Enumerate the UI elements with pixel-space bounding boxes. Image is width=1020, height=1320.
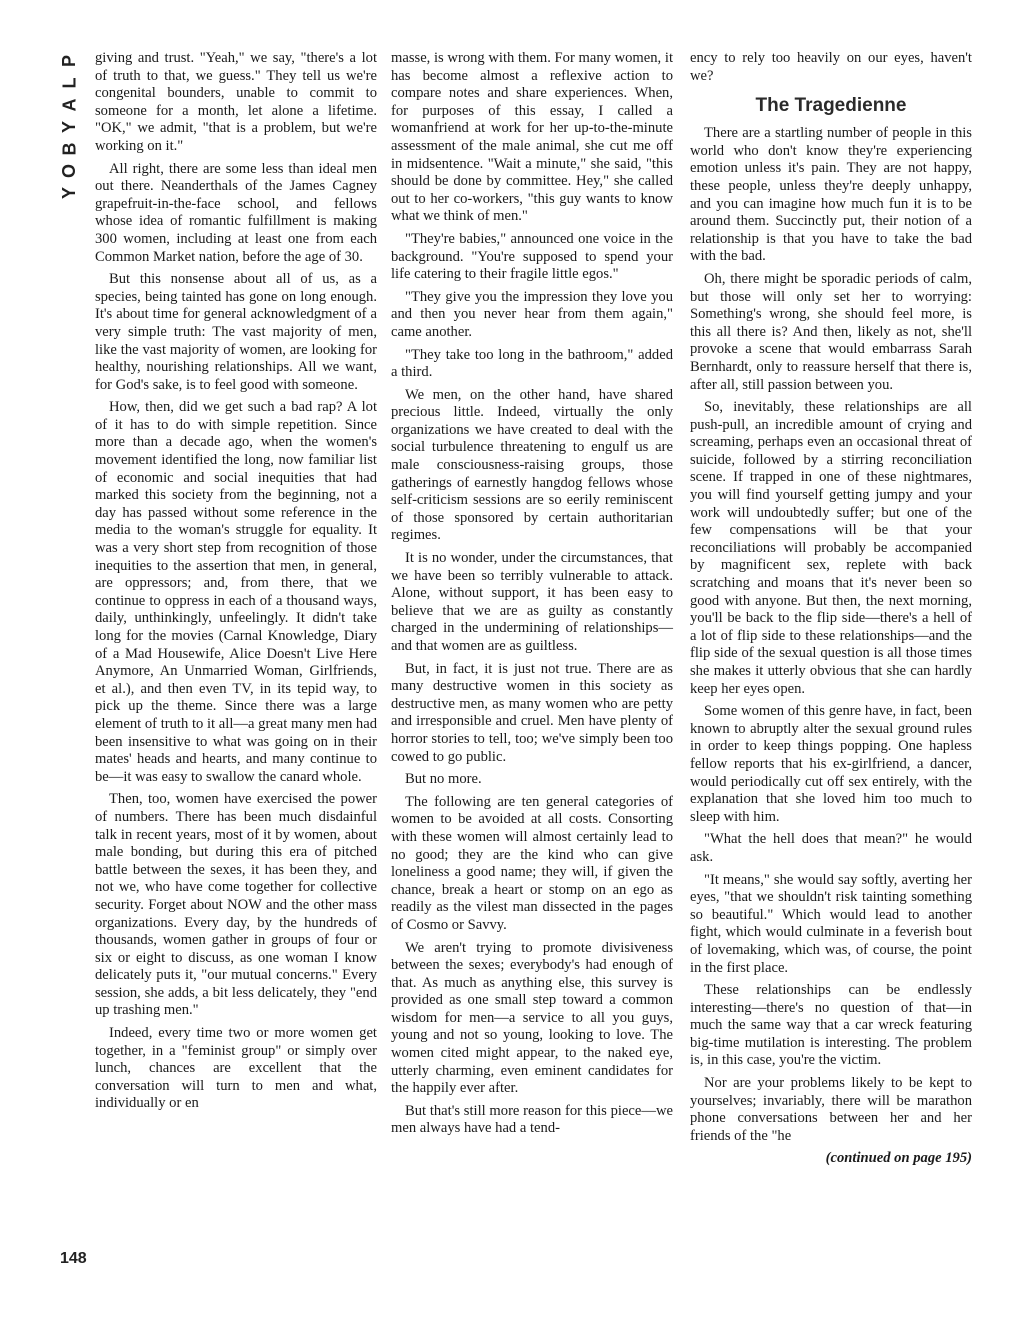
paragraph: All right, there are some less than ideal men out there. Neanderthals of the James Cagney grapefruit-in-the-face school, and fellows whose idea of romantic fulfillment is making 300 women, including at least one from each Common Market nation, before the age of 30. [95, 160, 377, 265]
masthead-letter: A [59, 98, 79, 112]
section-heading: The Tragedienne [755, 95, 907, 117]
masthead-letter: P [58, 54, 79, 68]
paragraph: "They're babies," announced one voice in the background. "You're supposed to spend your life catering to their fragile little egos." [391, 230, 673, 283]
paragraph: How, then, did we get such a bad rap? A lot of it has to do with simple repetition. Since more than a decade ago, when the women's movement identified the long, now familiar list of economic and social inequities that had marked this society from the beginning, not a day has passed without some reference in the media to the woman's struggle for equality. It was a very short step from recognition of those inequities to the assertion that men, in general, are oppressors; and, from there, that we continue to oppress in each of a thousand ways, daily, unthinkingly, unfeelingly. It didn't take long for the movies (Carnal Knowledge, Diary of a Mad Housewife, Alice Doesn't Live Here Anymore, An Unmarried Woman, Girlfriends, et al.), and then even TV, in its tepid way, to pick up the theme. Since there was a large element of truth to it all—a great many men had been insensitive to what was going on in their mates' heads and hearts, and many continue to be—it was easy to swallow the canard whole. [95, 399, 377, 785]
masthead-letter: B [59, 142, 79, 156]
paragraph: There are a startling number of people in this world who don't know they're experiencing emotion unless it's pain. They are not happy, these people, unless they're deeply unhappy, and you can imagine how much fun it is to be around them. Succinctly put, their notion of a relationship is that you have to take the bad with the bad. [690, 125, 972, 265]
paragraph: Indeed, every time two or more women get together, in a "feminist group" or simply over lunch, chances are excellent that the conversation will turn to men and what, individually or en [95, 1025, 377, 1112]
column-right [690, 50, 972, 1173]
paragraph: These relationships can be endlessly interesting—there's no question of that—in much the same way that a car wreck featuring big-time mutilation is interesting. The problem is, in this case, you're the victim. [690, 982, 972, 1069]
paragraph: "It means," she would say softly, averting her eyes, "that we shouldn't risk tainting something so beautiful." Which would lead to another fight, which would culminate in a feverish bout of lovemaking, which was, of course, the point in the first place. [690, 871, 972, 976]
paragraph: Then, too, women have exercised the power of numbers. There has been much disdainful talk in recent years, most of it by women, about male bonding, but during this era of pitched battle between the sexes, it has been they, and not we, who have come together for collective security. Forget about NOW and the other mass organizations. Every day, by the hundreds of thousands, women gather in groups of four or six or eight to discuss, as one woman I know delicately puts it, "our mutual concerns." Every session, she adds, a bit less delicately, they "end up trashing men." [95, 791, 377, 1019]
paragraph: giving and trust. "Yeah," we say, "there's a lot of truth to that, we guess." They tell us we're congenital bounders, unable to commit to someone for a month, let alone a lifetime. "OK," we admit, "that is a problem, but we're working on it." [95, 50, 377, 154]
paragraph: masse, is wrong with them. For many women, it has become almost a reflexive action to compare notes and share experiences. When, for purposes of this essay, I called a womanfriend at work for her up-to-the-minute assessment of the male animal, she cut me off in midsentence. "Wait a minute," she said, "this should be done by committee. Hey," she called out to her co-workers, "this guy wants to know what we think of men." [391, 50, 673, 225]
paragraph: "They give you the impression they love you and then you never hear from them again," came another. [391, 288, 673, 340]
masthead-letter: Y [58, 120, 79, 134]
paragraph: We men, on the other hand, have shared precious little. Indeed, virtually the only organizations we have created to deal with the social turbulence threatening to engulf us are male consciousness-raising groups, those gatherings of earnestly hangdog fellows whose self-criticism sessions are so eerily reminiscent of those sponsored by certain authoritarian regimes. [391, 386, 673, 544]
paragraph: But that's still more reason for this piece—we men always have had a tend- [391, 1102, 673, 1137]
column-left [95, 50, 377, 1118]
page-number: 148 [60, 1250, 87, 1267]
masthead-letter: Y [58, 186, 79, 200]
paragraph: ency to rely too heavily on our eyes, haven't we? [690, 50, 972, 84]
paragraph: It is no wonder, under the circumstances, that we have been so terribly vulnerable to attack. Alone, without support, it has been easy to believe that we are as guilty as constantly charged in the undermining of relationships—and that women are as guiltless. [391, 550, 673, 654]
paragraph: But, in fact, it is just not true. There are as many destructive women in this society as destructive men, as many women who are petty and irresponsible and cruel. Men have plenty of horror stories to tell, too; we've simply been too cowed to go public. [391, 660, 673, 765]
masthead-letter: L [59, 77, 79, 89]
paragraph: Some women of this genre have, in fact, been known to abruptly alter the sexual ground rules in order to keep things popping. One hapless fellow reports that his ex-girlfriend, a dancer, would periodically cut off sex entirely, with the explanation that she loved him too much to sleep with him. [690, 703, 972, 825]
paragraph: "What the hell does that mean?" he would ask. [690, 831, 972, 865]
paragraph: Oh, there might be sporadic periods of calm, but those will only set her to worrying: Something's wrong, she should feel more, is this all there is? And then, likely as not, she'll provoke a scene that would embarrass Sarah Bernhardt, only to reassure herself that there is, after all, still passion between you. [690, 270, 972, 393]
paragraph: The following are ten general categories of women to be avoided at all costs. Consorting with these women will almost certainly lead to no good; they are the kind who can give loneliness a good name; they will, if given the chance, break a heart or stomp on an ego as readily as the vilest man dissected in the pages of Cosmo or Savvy. [391, 793, 673, 933]
masthead-letter: O [58, 163, 79, 179]
paragraph: But this nonsense about all of us, as a species, being tainted has gone on long enough. It's about time for general acknowledgment of a very simple truth: The vast majority of men, like the vast majority of women, are looking for healthy, nourishing relationships. All we want, for God's sake, is to feel good with someone. [95, 271, 377, 393]
paragraph: But no more. [405, 771, 482, 788]
paragraph: So, inevitably, these relationships are all push-pull, an incredible amount of crying and screaming, perhaps even an occasional threat of suicide, followed by a stirring reconciliation scene. If trapped in one of these nightmares, you will find yourself getting jumpy and your work will undoubtedly suffer; but one of the few compensations will be that your reconciliations will probably be accompanied by magnificent sex, replete with back scratching and moans that it's never been so good with anyone. But then, the next morning, you'll be back to the flip side—there's a hell of a lot of flip side to these relationships—and the flip side of the sexual question is all those times she makes it utterly obvious that she can hardly keep her eyes open. [690, 399, 972, 697]
paragraph: "They take too long in the bathroom," added a third. [391, 346, 673, 381]
paragraph: Nor are your problems likely to be kept to yourselves; invariably, there will be marathon phone conversations between her and her friends of the "he [690, 1075, 972, 1144]
column-middle [391, 50, 673, 1143]
continued-note: (continued on page 195) [825, 1150, 972, 1167]
masthead-vertical [57, 50, 81, 204]
paragraph: We aren't trying to promote divisiveness between the sexes; everybody's had enough of that. As much as anything else, this survey is provided as one small step toward a common wisdom for men—a service to all you guys, young and not so young, looking to love. The women cited might appear, to the naked eye, utterly charming, even eminent candidates for the happily ever after. [391, 939, 673, 1097]
